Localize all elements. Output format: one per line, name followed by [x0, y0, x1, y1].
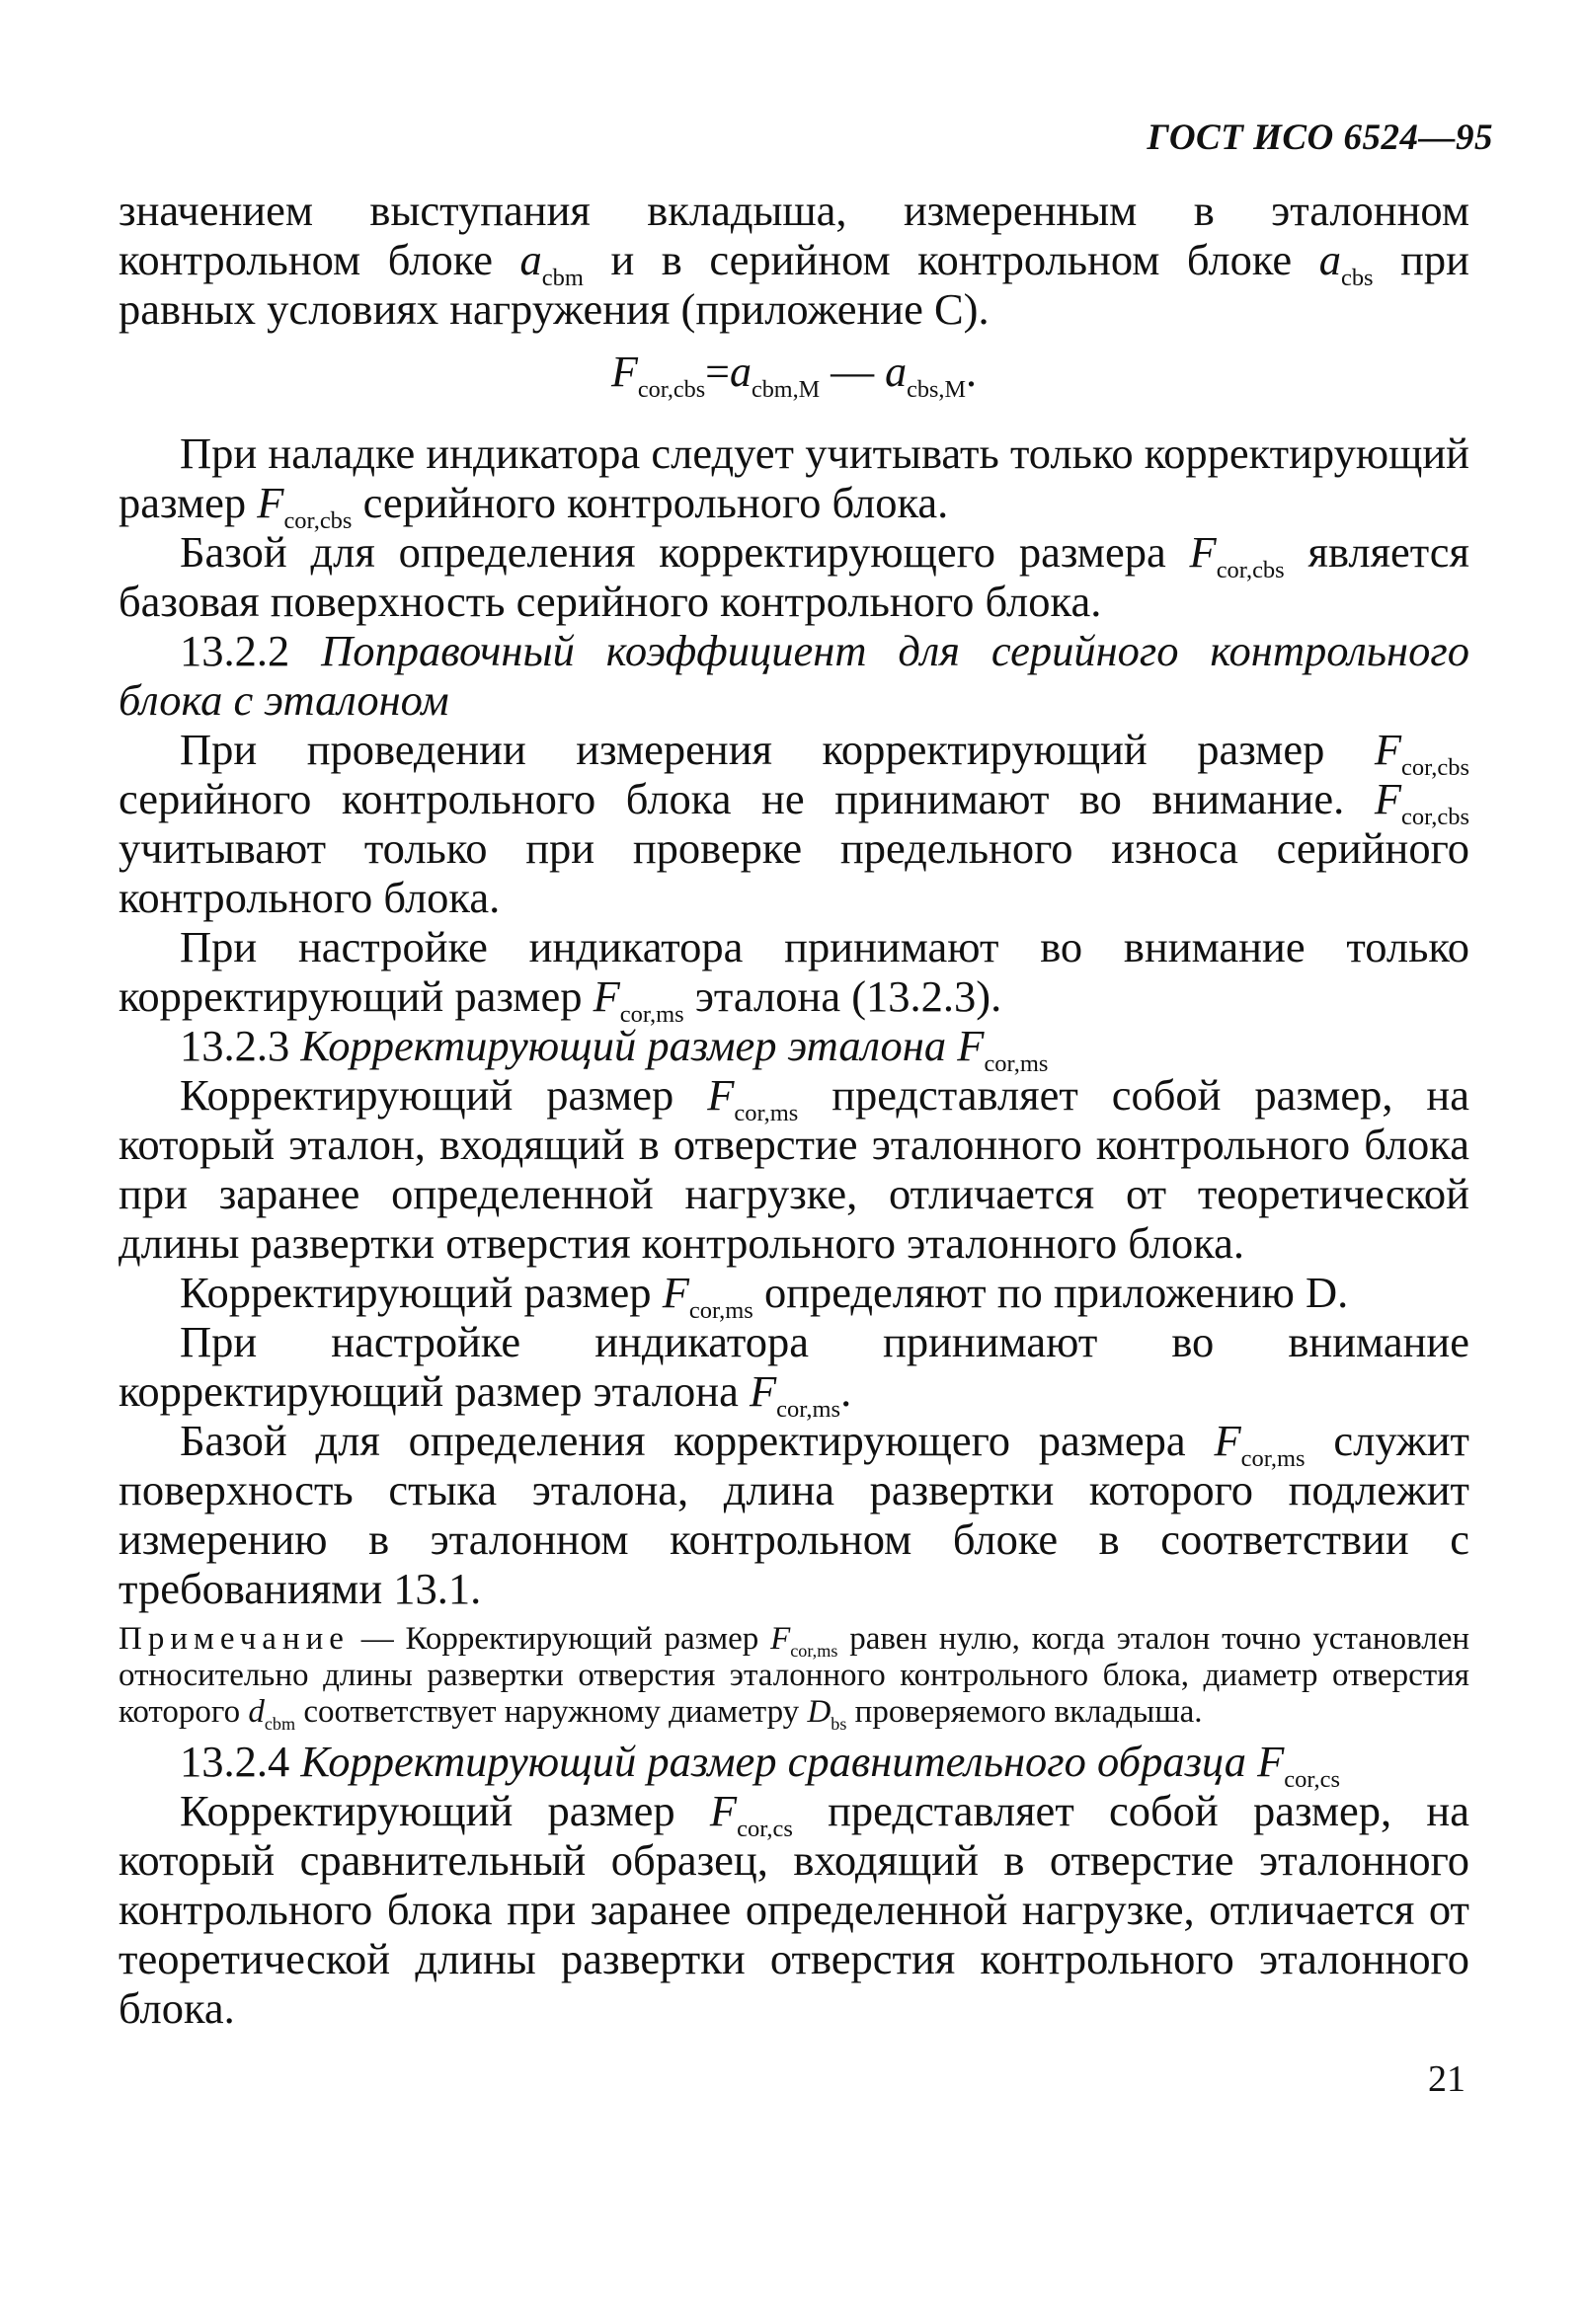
note-label: Примечание	[119, 1621, 350, 1657]
body-text	[119, 186, 1469, 2033]
paragraph: Корректирующий размер $F_{cor,cs}$ представляет собой размер, на который сравнительный образец, входящий в отверстие эталонного контрольного блока при заранее определенной нагрузке, отличается от теоретической длины развертки отверстия контрольного эталонного блока.	[119, 1786, 1469, 2033]
paragraph: Корректирующий размер $F_{cor,ms}$ определяют по приложению D.	[180, 1268, 1349, 1324]
page-number: 21	[1428, 2058, 1465, 2100]
paragraph: При наладке индикатора следует учитывать только корректирующий размер $F_{cor,cbs}$ серийного контрольного блока.	[119, 428, 1469, 534]
formula-fcor-cbs: $F_{cor,cbs}=a_{cbm,M}$ — $a_{cbs,M}$.	[611, 348, 977, 403]
paragraph: При настройке индикатора принимают во внимание только корректирующий размер $F_{cor,ms}$ эталона (13.2.3).	[119, 922, 1469, 1028]
section-heading-13-2-2: 13.2.2 Поправочный коэффициент для серийного контрольного блока с эталоном	[119, 626, 1469, 725]
section-heading-13-2-3: 13.2.3 Корректирующий размер эталона $F_{cor,ms}$	[180, 1021, 1049, 1077]
note-block: Примечание — Корректирующий размер $F_{cor,ms}$ равен нулю, когда эталон точно установлен относительно длины развертки отверстия эталонного контрольного блока, диаметр отверстия которого $d_{cbm}$ соответствует наружному диаметру $D_{bs}$ проверяемого вкладыша.	[119, 1621, 1469, 1735]
paragraph: Базой для определения корректирующего размера $F_{cor,ms}$ служит поверхность стыка эталона, длина развертки которого подлежит измерению в эталонном контрольном блоке в соответствии с требованиями 13.1.	[119, 1416, 1469, 1613]
paragraph: При настройке индикатора принимают во внимание корректирующий размер эталона $F_{cor,ms}$.	[119, 1317, 1469, 1423]
paragraph: При проведении измерения корректирующий размер $F_{cor,cbs}$ серийного контрольного блока не принимают во внимание. $F_{cor,cbs}$ учитывают только при проверке предельного износа серийного контрольного блока.	[119, 725, 1469, 922]
standard-designation: ГОСТ ИСО 6524—95	[1147, 117, 1493, 158]
paragraph: Корректирующий размер $F_{cor,ms}$ представляет собой размер, на который эталон, входящий в отверстие эталонного контрольного блока при заранее определенной нагрузке, отличается от теоретической длины развертки отверстия контрольного эталонного блока.	[119, 1070, 1469, 1268]
paragraph-continuation: значением выступания вкладыша, измеренным в эталонном контрольном блоке $a_{cbm}$ и в серийном контрольном блоке $a_{cbs}$ при равных условиях нагружения (приложение С).	[119, 186, 1469, 334]
paragraph: Базой для определения корректирующего размера $F_{cor,cbs}$ является базовая поверхность серийного контрольного блока.	[119, 527, 1470, 626]
section-heading-13-2-4: 13.2.4 Корректирующий размер сравнительного образца $F_{cor,cs}$	[180, 1737, 1341, 1793]
